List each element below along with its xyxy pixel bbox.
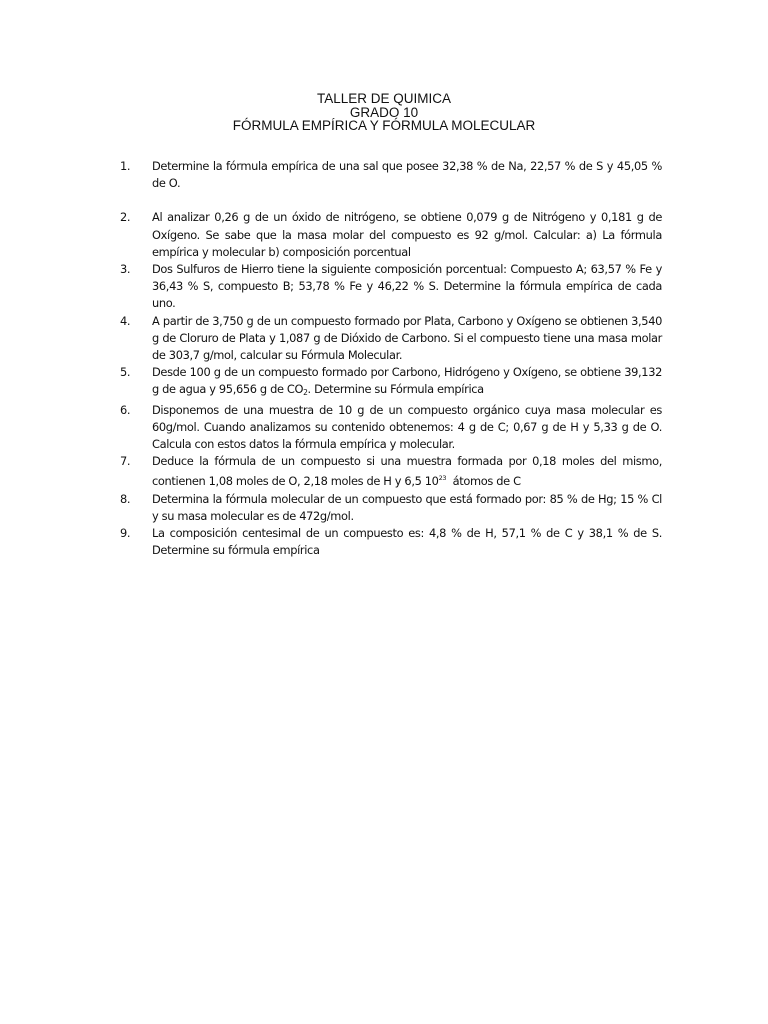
header-subject: FÓRMULA EMPÍRICA Y FÓRMULA MOLECULAR [232, 118, 536, 133]
question-number: 7. [120, 454, 131, 469]
document-header [0, 92, 768, 133]
header-grade: GRADO 10 [349, 104, 419, 120]
question-number: 2. [120, 210, 131, 225]
question-text: Dos Sulfuros de Hierro tiene la siguiente composición porcentual: Compuesto A; 63,57 % Fe y 36,43 % S, compuesto B; 53,78 % Fe y 46,22 % S. Determine la fórmula empírica de cada uno. [152, 262, 662, 311]
header-title: TALLER DE QUIMICA [316, 91, 452, 106]
exponent-superscript: 23 [438, 474, 447, 483]
question-number: 5. [120, 365, 131, 380]
question-text: Disponemos de una muestra de 10 g de un compuesto orgánico cuya masa molecular es 60g/mol. Cuando analizamos su contenido obtenemos: 4 g de C; 0,67 g de H y 5,33 g de O. Calcula con estos datos la fórmula empírica y molecular. [152, 402, 662, 452]
question-text-after: . Determine su Fórmula empírica [307, 382, 484, 397]
question-item-3 [120, 261, 662, 313]
question-item-7 [120, 453, 662, 490]
question-item-5 [120, 364, 662, 401]
question-number: 3. [120, 262, 131, 277]
questions-list [120, 158, 662, 559]
question-item-4 [120, 313, 662, 365]
question-item-9 [120, 525, 662, 559]
question-text-before: Desde 100 g de un compuesto formado por Carbono, Hidrógeno y Oxígeno, se obtiene 39,132 g de agua y 95,656 g de CO [152, 365, 662, 397]
question-text: Determine la fórmula empírica de una sal que posee 32,38 % de Na, 22,57 % de S y 45,05 % de O. [152, 159, 662, 191]
question-text: Determina la fórmula molecular de un compuesto que está formado por: 85 % de Hg; 15 % Cl y su masa molecular es de 472g/mol. [152, 491, 662, 523]
question-text: Al analizar 0,26 g de un óxido de nitrógeno, se obtiene 0,079 g de Nitrógeno y 0,181 g de Oxígeno. Se sabe que la masa molar del compuesto es 92 g/mol. Calcular: a) La fórmula empírica y molecular b) composición porcentual [152, 210, 662, 259]
question-text: A partir de 3,750 g de un compuesto formado por Plata, Carbono y Oxígeno se obtienen 3,540 g de Cloruro de Plata y 1,087 g de Dióxido de Carbono. Si el compuesto tiene una masa molar de 303,7 g/mol, calcular su Fórmula Molecular. [152, 313, 662, 363]
question-text-before: Deduce la fórmula de un compuesto si una muestra formada por 0,18 moles del mismo, contienen 1,08 moles de O, 2,18 moles de H y 6,5 10 [152, 454, 662, 489]
question-number: 4. [120, 313, 131, 328]
co2-subscript: 2 [303, 388, 308, 398]
question-item-8 [120, 491, 662, 525]
question-text: La composición centesimal de un compuesto es: 4,8 % de H, 57,1 % de C y 38,1 % de S. Determine su fórmula empírica [152, 526, 662, 558]
question-item-1 [120, 158, 662, 192]
question-number: 6. [120, 402, 131, 417]
question-item-2 [120, 209, 662, 261]
question-number: 9. [120, 526, 131, 541]
question-text-after: átomos de C [446, 474, 521, 489]
question-number: 8. [120, 491, 131, 506]
question-number: 1. [120, 159, 131, 173]
question-item-6 [120, 402, 662, 454]
